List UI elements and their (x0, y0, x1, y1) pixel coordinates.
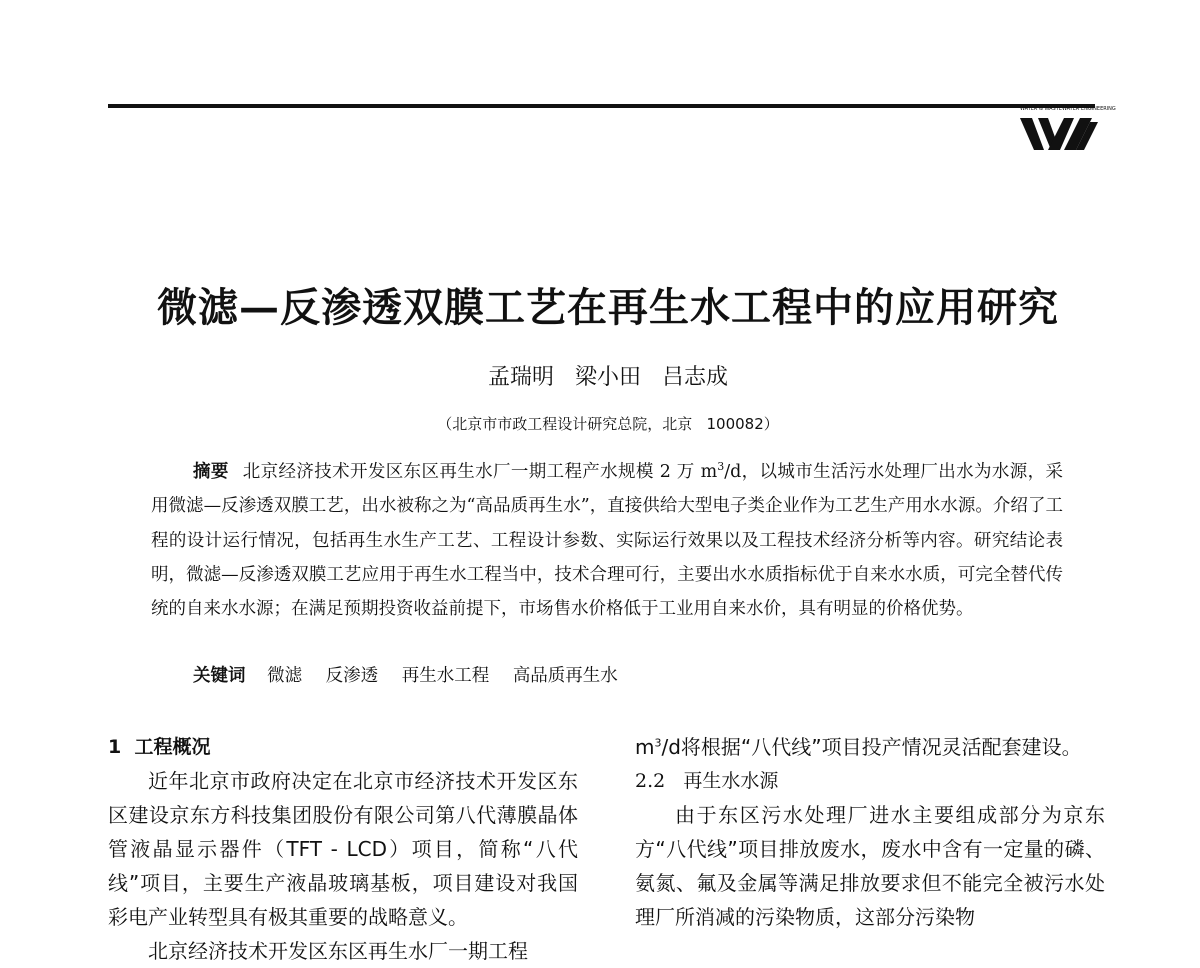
logo-tagline: WATER & WASTEWATER ENGINEERING (1020, 106, 1116, 112)
abstract (151, 455, 1063, 626)
section-heading: 1 工程概况 (108, 736, 211, 758)
cont-text-after: /d将根据“八代线”项目投产情况灵活配套建设。 (661, 735, 1082, 759)
journal-logo (1020, 106, 1116, 152)
body-paragraph: 近年北京市政府决定在北京市经济技术开发区东区建设京东方科技集团股份有限公司第八代薄膜晶体管液晶显示器件（TFT - LCD）项目，简称“八代线”项目，主要生产液晶玻璃基板，项目建设对我国彩电产业转型具有极其重要的战略意义。 (108, 769, 578, 929)
subsection-heading: 2.2 再生水水源 (635, 770, 779, 792)
continued-paragraph (635, 730, 1105, 764)
abstract-text-before: 北京经济技术开发区东区再生水厂一期工程产水规模 2 万 m (242, 462, 718, 482)
paper-title: 微滤—反渗透双膜工艺在再生水工程中的应用研究 (157, 284, 1059, 331)
keyword: 反渗透 (325, 666, 379, 686)
keyword: 高品质再生水 (512, 666, 618, 686)
abstract-label: 摘要 (193, 462, 229, 482)
cont-superscript: 3 (654, 736, 662, 750)
keywords (193, 661, 636, 691)
keywords-label: 关键词 (193, 666, 246, 686)
body-paragraph: 由于东区污水处理厂进水主要组成部分为京东方“八代线”项目排放废水，废水中含有一定量的磷、氨氮、氟及金属等满足排放要求但不能完全被污水处理厂所消减的污染物质，这部分污染物 (635, 803, 1105, 929)
left-column (108, 730, 578, 968)
keyword: 微滤 (267, 666, 303, 686)
w-logo-icon (1020, 114, 1098, 154)
body-paragraph: 北京经济技术开发区东区再生水厂一期工程 (148, 939, 528, 963)
header-rule (108, 104, 1095, 108)
keyword: 再生水工程 (401, 666, 490, 686)
abstract-text-after: /d，以城市生活污水处理厂出水为水源，采用微滤—反渗透双膜工艺，出水被称之为“高品质再生水”，直接供给大型电子类企业作为工艺生产用水水源。介绍了工程的设计运行情况，包括再生水生产工艺、工程设计参数、实际运行效果以及工程技术经济分析等内容。研究结论表明，微滤—反渗透双膜工艺应用于再生水工程当中，技术合理可行，主要出水水质指标优于自来水水质，可完全替代传统的自来水水源；在满足预期投资收益前提下，市场售水价格低于工业用自来水价，具有明显的价格优势。 (151, 462, 1063, 620)
paper-authors: 孟瑞明 梁小田 吕志成 (488, 365, 728, 390)
cont-text-before: m (635, 735, 655, 759)
abstract-superscript: 3 (717, 460, 725, 474)
right-column (635, 730, 1105, 934)
paper-affiliation: （北京市市政工程设计研究总院，北京 100082） (437, 415, 779, 433)
